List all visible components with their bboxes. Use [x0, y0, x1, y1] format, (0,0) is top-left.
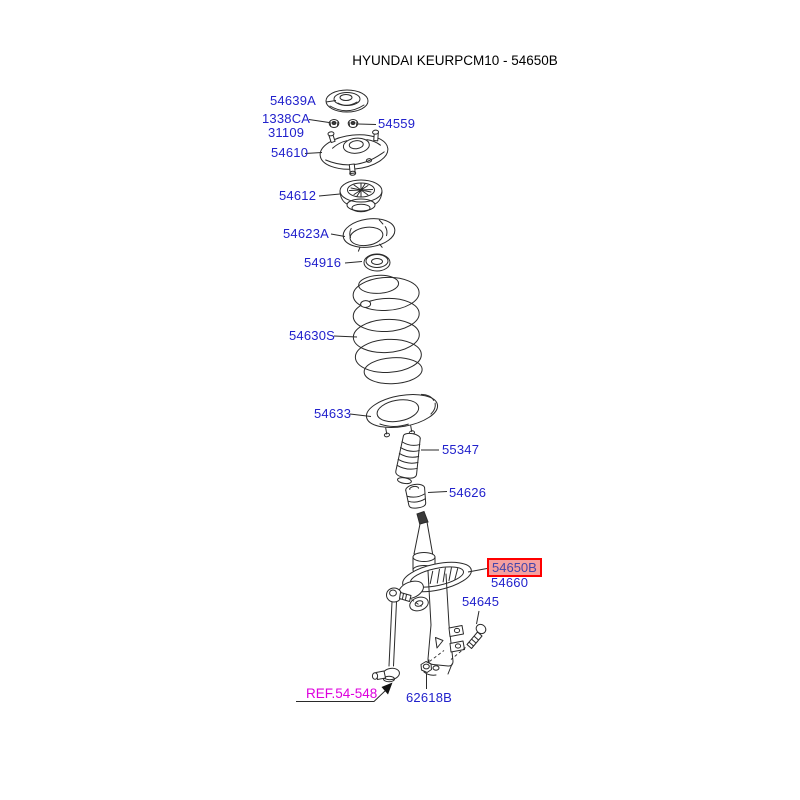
- washer-drawing: [364, 254, 390, 271]
- bracket-bolt-drawing: [467, 623, 488, 649]
- part-label-54559[interactable]: 54559: [378, 116, 416, 131]
- part-label-54612[interactable]: 54612: [279, 188, 317, 203]
- strut-bearing-drawing: [340, 180, 382, 212]
- part-label-54630S[interactable]: 54630S: [289, 328, 336, 343]
- spring-lower-seat-drawing: [364, 389, 442, 441]
- part-label-54633[interactable]: 54633: [314, 406, 352, 421]
- part-label-54645[interactable]: 54645: [462, 594, 500, 609]
- coil-spring-drawing: [350, 273, 424, 385]
- part-label-54626[interactable]: 54626: [449, 485, 487, 500]
- mount-nut-right-drawing: [348, 120, 358, 128]
- bump-stopper-drawing: [405, 483, 427, 509]
- part-label-62618B[interactable]: 62618B: [406, 690, 453, 705]
- part-label-54610[interactable]: 54610: [271, 145, 309, 160]
- part-label-54660[interactable]: 54660: [491, 575, 529, 590]
- part-label-54623A[interactable]: 54623A: [283, 226, 330, 241]
- dust-cover-drawing: [394, 432, 423, 485]
- part-label-54916[interactable]: 54916: [304, 255, 342, 270]
- part-label-55347[interactable]: 55347: [442, 442, 480, 457]
- part-label-31109[interactable]: 31109: [268, 125, 305, 140]
- flange-nut-drawing: [421, 662, 432, 673]
- part-label-1338CA[interactable]: 1338CA: [262, 111, 311, 126]
- reference-link-54-548[interactable]: REF.54-548: [306, 686, 378, 701]
- part-label-54639A[interactable]: 54639A: [270, 93, 317, 108]
- stabilizer-link-drawing: [372, 588, 411, 682]
- page-title: HYUNDAI KEURPCM10 - 54650B: [352, 53, 558, 68]
- part-label-54650B-highlighted[interactable]: 54650B: [487, 558, 542, 577]
- strut-mount-drawing: [318, 126, 390, 178]
- spring-upper-seat-drawing: [341, 216, 397, 253]
- mount-nut-left-drawing: [329, 120, 339, 128]
